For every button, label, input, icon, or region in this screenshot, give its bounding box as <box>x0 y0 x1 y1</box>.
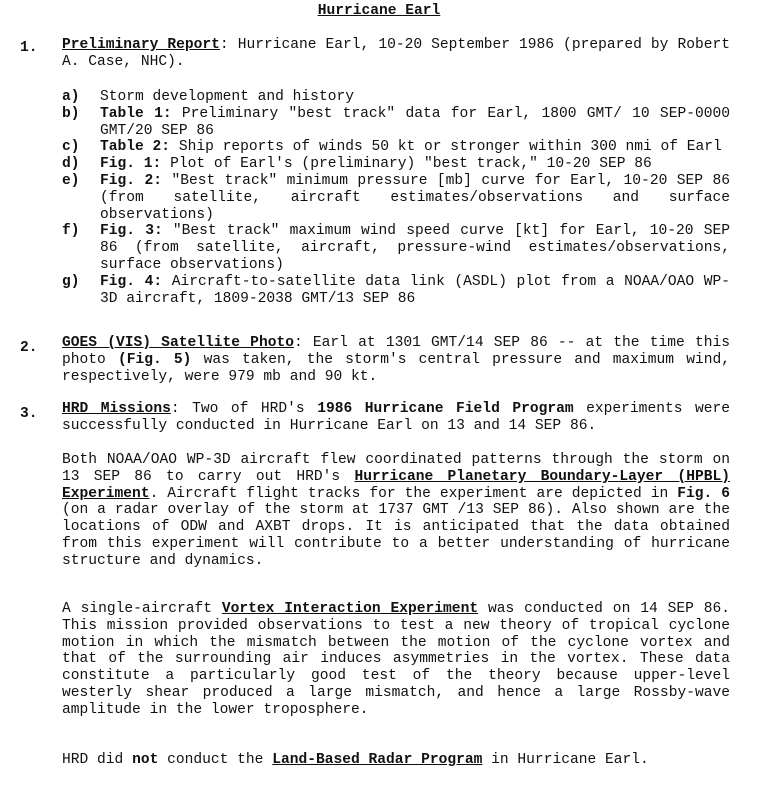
item-bold-label: Table 2: <box>100 139 171 156</box>
vortex-paragraph <box>62 601 730 719</box>
hpbl-experiment-name: Hurricane Planetary Boundary-Layer (HPBL) Experiment <box>62 468 730 502</box>
section-1-text: : Hurricane Earl, 10-20 September 1986 (prepared by Robert A. Case, NHC). <box>62 37 730 70</box>
item-bold-label: Fig. 2: <box>100 172 162 189</box>
item-label: g) <box>62 273 80 290</box>
section-3-intro-text: : Two of HRD's <box>170 401 318 417</box>
section-3-heading: HRD Missions <box>62 401 171 417</box>
section-2-number: 2. <box>20 340 38 356</box>
section-2-text-cont: was taken, the storm's central pressure and maximum wind, respectively, were 979 mb and 90 kt. <box>62 351 730 385</box>
list-item <box>62 173 730 223</box>
item-text: Preliminary "best track" data for Earl, 1800 GMT/ 10 SEP-0000 GMT/20 SEP 86 <box>100 105 730 139</box>
section-1-item-list <box>62 89 730 307</box>
item-text: Storm development and history <box>100 89 354 105</box>
list-item <box>62 106 730 140</box>
item-bold-label: Fig. 1: <box>100 156 162 173</box>
section-3-intro <box>62 401 730 435</box>
vortex-text-cont: was conducted on 14 SEP 86. This mission provided observations to test a new theory of tropical cyclone motion in which the mismatch between the motion of the cyclone vortex and that of the surrounding air induces asymmetries in the vortex. These data constitute a particularly good test of the theory because upper-level westerly shear produced a large mismatch, and hence a large Rossby-wave amplitude in the lower troposphere. <box>62 601 731 718</box>
vortex-text: A single-aircraft <box>62 601 222 617</box>
section-2-paragraph <box>62 335 730 385</box>
item-bold-label: Table 1: <box>100 105 172 122</box>
list-item <box>62 89 730 106</box>
item-bold-label: Fig. 4: <box>100 273 163 290</box>
item-label: a) <box>62 89 80 105</box>
section-2-heading: GOES (VIS) Satellite Photo <box>62 335 294 351</box>
item-text: Plot of Earl's (preliminary) "best track," 10-20 SEP 86 <box>161 156 652 173</box>
hpbl-paragraph <box>62 452 730 570</box>
item-label: e) <box>62 172 80 189</box>
item-bold-label: Fig. 3: <box>100 223 163 240</box>
radar-text-cont: conduct the <box>158 752 273 768</box>
section-2-text: : Earl at 1301 GMT/14 SEP 86 -- at the time this photo <box>62 335 730 368</box>
item-text: Ship reports of winds 50 kt or stronger within 300 nmi of Earl <box>170 139 722 156</box>
hpbl-text-end: (on a radar overlay of the storm at 1737 GMT /13 SEP 86). Also shown are the locations of ODW and AXBT drops. It is anticipated that the data obtained from this experiment will contribute to a better understanding of hurricane structure and dynamics. <box>62 502 730 569</box>
fig-6-reference: Fig. 6 <box>677 485 730 502</box>
radar-text-end: in Hurricane Earl. <box>482 752 649 768</box>
section-1-heading: Preliminary Report <box>62 37 220 53</box>
radar-program-paragraph <box>62 752 730 769</box>
item-text: "Best track" maximum wind speed curve [kt] for Earl, 10-20 SEP 86 (from satellite, aircraft, pressure-wind estimates/observations, surface observations) <box>100 223 730 273</box>
section-1-intro <box>62 37 730 71</box>
list-item <box>62 139 730 156</box>
fig-5-reference: (Fig. 5) <box>117 351 192 368</box>
hpbl-text-cont: . Aircraft flight tracks for the experiment are depicted in <box>149 485 678 502</box>
vortex-experiment-name: Vortex Interaction Experiment <box>221 601 479 617</box>
radar-program-name: Land-Based Radar Program <box>272 752 483 768</box>
item-text: "Best track" minimum pressure [mb] curve for Earl, 10-20 SEP 86 (from satellite, aircraft estimates/observations and surface observations) <box>100 172 730 223</box>
section-3-intro-text-cont: experiments were successfully conducted in Hurricane Earl on 13 and 14 SEP 86. <box>62 401 731 434</box>
section-1-number: 1. <box>20 40 38 56</box>
hpbl-text: Both NOAA/OAO WP-3D aircraft flew coordinated patterns through the storm on 13 SEP 86 to carry out HRD's <box>62 452 730 485</box>
section-3-number: 3. <box>20 406 38 422</box>
document-title: Hurricane Earl <box>317 3 441 19</box>
radar-text: HRD did <box>62 752 133 768</box>
field-program-name: 1986 Hurricane Field Program <box>317 401 574 417</box>
not-emphasis: not <box>132 752 159 768</box>
list-item <box>62 274 730 308</box>
item-label: b) <box>62 105 80 122</box>
item-text: Aircraft-to-satellite data link (ASDL) plot from a NOAA/OAO WP-3D aircraft, 1809-2038 GMT/13 SEP 86 <box>100 273 730 307</box>
list-item <box>62 223 730 273</box>
item-label: d) <box>62 156 80 173</box>
item-label: f) <box>62 223 80 240</box>
item-label: c) <box>62 139 80 156</box>
list-item <box>62 156 730 173</box>
